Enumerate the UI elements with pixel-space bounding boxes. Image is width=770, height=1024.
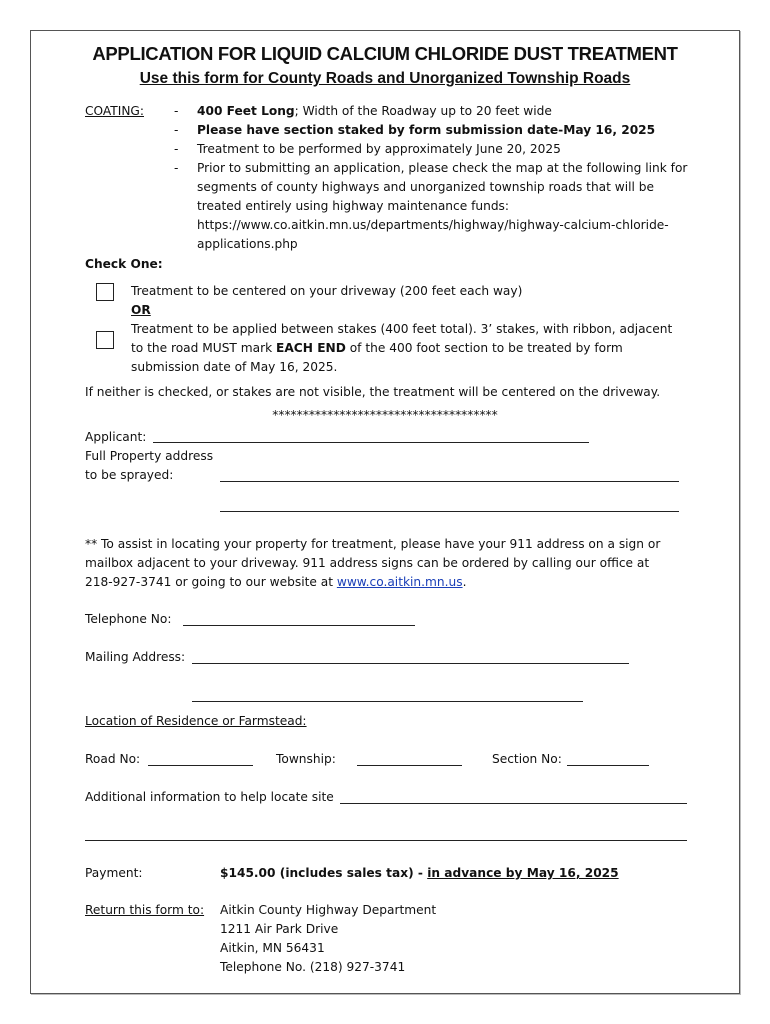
return-telephone: Telephone No. (218) 927-3741 — [220, 960, 406, 974]
coating-width-text: ; Width of the Roadway up to 20 feet wide — [294, 104, 552, 118]
return-to-label: Return this form to: — [85, 903, 205, 917]
form-title: APPLICATION FOR LIQUID CALCIUM CHLORIDE DUST TREATMENT — [92, 43, 678, 64]
township-field[interactable] — [357, 765, 462, 766]
option-stakes-text: submission date of May 16, 2025. — [131, 360, 338, 374]
each-end-bold: EACH END — [276, 341, 346, 355]
road-no-label: Road No: — [85, 752, 141, 766]
applicant-label: Applicant: — [85, 430, 147, 444]
mailing-address-field-2[interactable] — [192, 701, 583, 702]
section-no-field[interactable] — [567, 765, 649, 766]
assist-text: mailbox adjacent to your driveway. 911 address signs can be ordered by calling our office at — [85, 556, 650, 570]
payment-amount — [220, 864, 619, 883]
assist-text-post: . — [462, 575, 467, 589]
default-note: If neither is checked, or stakes are not visible, the treatment will be centered on the driveway. — [85, 385, 661, 399]
bullet-dash: - — [174, 123, 179, 137]
mailing-address-label: Mailing Address: — [85, 650, 186, 664]
option-stakes-post: of the 400 foot section to be treated by form — [345, 341, 623, 355]
bullet-dash: - — [174, 104, 179, 118]
payment-label: Payment: — [85, 866, 143, 880]
additional-info-field-2[interactable] — [85, 840, 687, 841]
township-label: Township: — [276, 752, 336, 766]
website-link[interactable]: www.co.aitkin.mn.us — [336, 575, 463, 589]
road-no-field[interactable] — [148, 765, 253, 766]
or-separator: OR — [131, 303, 151, 317]
applicant-field[interactable] — [153, 442, 589, 443]
coating-length-bold: 400 Feet Long — [197, 104, 295, 118]
check-one-label: Check One: — [85, 257, 163, 271]
coating-map-url-cont[interactable]: applications.php — [197, 237, 298, 251]
centered-driveway-checkbox[interactable] — [96, 283, 114, 301]
option-stakes-pre: to the road MUST mark — [131, 341, 277, 355]
separator-stars: ************************************* — [272, 408, 498, 422]
option-centered-text: Treatment to be centered on your driveway (200 feet each way) — [131, 284, 523, 298]
coating-item-performed: Treatment to be performed by approximately June 20, 2025 — [197, 142, 561, 156]
assist-text-pre: 218-927-3741 or going to our website at — [85, 575, 337, 589]
mailing-address-field[interactable] — [192, 663, 629, 664]
section-no-label: Section No: — [492, 752, 562, 766]
location-heading: Location of Residence or Farmstead: — [85, 714, 307, 728]
additional-info-field[interactable] — [340, 803, 687, 804]
assist-text: ** To assist in locating your property for treatment, please have your 911 address on a sign or — [85, 537, 661, 551]
property-address-field[interactable] — [220, 481, 679, 482]
option-stakes-text: Treatment to be applied between stakes (400 feet total). 3’ stakes, with ribbon, adjacent — [131, 322, 673, 336]
coating-item-map-line: treated entirely using highway maintenance funds: — [197, 199, 510, 213]
payment-deadline: in advance by May 16, 2025 — [427, 866, 619, 880]
payment-amount-text: $145.00 (includes sales tax) - — [220, 866, 428, 880]
property-address-label: to be sprayed: — [85, 468, 174, 482]
return-address-line: 1211 Air Park Drive — [220, 922, 339, 936]
telephone-field[interactable] — [183, 625, 415, 626]
coating-item-staked: Please have section staked by form submission date-May 16, 2025 — [197, 123, 656, 137]
bullet-dash: - — [174, 161, 179, 175]
return-address-line: Aitkin County Highway Department — [220, 903, 437, 917]
between-stakes-checkbox[interactable] — [96, 331, 114, 349]
form-subtitle: Use this form for County Roads and Unorganized Township Roads — [139, 70, 631, 87]
coating-label: COATING: — [85, 104, 144, 118]
coating-map-url[interactable]: https://www.co.aitkin.mn.us/departments/highway/highway-calcium-chloride- — [197, 218, 669, 232]
coating-item-map-line: Prior to submitting an application, please check the map at the following link for — [197, 161, 688, 175]
telephone-label: Telephone No: — [85, 612, 172, 626]
assist-text — [85, 573, 466, 592]
additional-info-label: Additional information to help locate site — [85, 790, 334, 804]
return-address-line: Aitkin, MN 56431 — [220, 941, 325, 955]
property-address-field-2[interactable] — [220, 511, 679, 512]
property-address-label: Full Property address — [85, 449, 214, 463]
coating-item-map-line: segments of county highways and unorganized township roads that will be — [197, 180, 655, 194]
coating-item-length — [197, 102, 552, 121]
option-stakes-text — [131, 339, 623, 358]
bullet-dash: - — [174, 142, 179, 156]
